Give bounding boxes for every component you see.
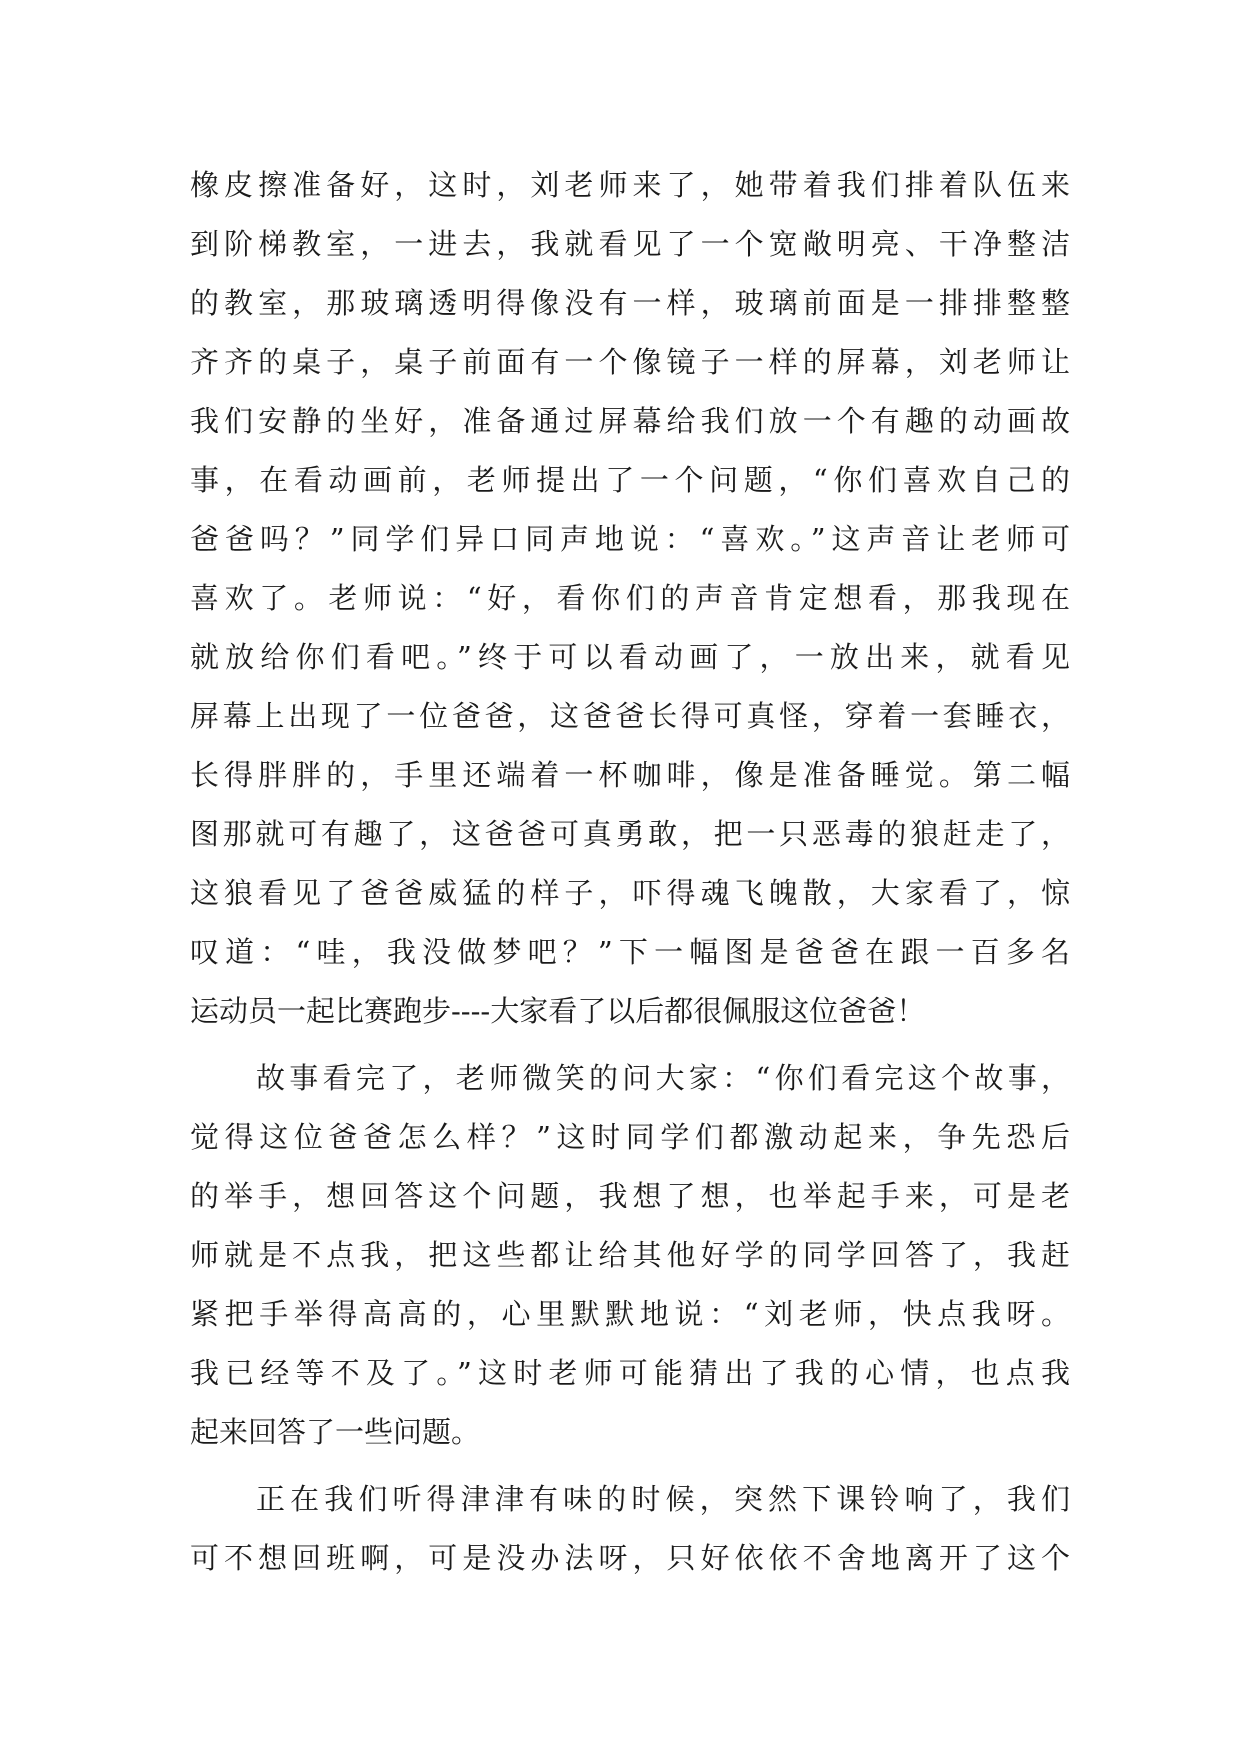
text-line: 觉得这位爸爸怎么样？”这时同学们都激动起来，争先恐后 bbox=[190, 1120, 1070, 1154]
text-line: 运动员一起比赛跑步----大家看了以后都很佩服这位爸爸！ bbox=[190, 994, 926, 1028]
text-line: 齐齐的桌子，桌子前面有一个像镜子一样的屏幕，刘老师让 bbox=[190, 345, 1070, 379]
text-line: 我已经等不及了。”这时老师可能猜出了我的心情，也点我 bbox=[190, 1356, 1070, 1390]
text-line: 爸爸吗？”同学们异口同声地说：“喜欢。”这声音让老师可 bbox=[190, 522, 1070, 556]
text-line: 长得胖胖的，手里还端着一杯咖啡，像是准备睡觉。第二幅 bbox=[190, 758, 1070, 792]
text-line: 就放给你们看吧。”终于可以看动画了，一放出来，就看见 bbox=[190, 640, 1070, 674]
text-line: 起来回答了一些问题。 bbox=[190, 1415, 481, 1449]
text-line: 到阶梯教室，一进去，我就看见了一个宽敞明亮、干净整洁 bbox=[190, 227, 1070, 261]
text-line: 橡皮擦准备好，这时，刘老师来了，她带着我们排着队伍来 bbox=[190, 168, 1070, 202]
paragraph-gap bbox=[190, 1462, 1070, 1470]
paragraph-3 bbox=[190, 1470, 1070, 1588]
text-line: 紧把手举得高高的，心里默默地说：“刘老师，快点我呀。 bbox=[190, 1297, 1070, 1331]
text-line: 喜欢了。老师说：“好，看你们的声音肯定想看，那我现在 bbox=[190, 581, 1070, 615]
body-text bbox=[190, 156, 1070, 1588]
text-line: 可不想回班啊，可是没办法呀，只好依依不舍地离开了这个 bbox=[190, 1541, 1070, 1575]
text-line: 叹道：“哇，我没做梦吧？”下一幅图是爸爸在跟一百多名 bbox=[190, 935, 1070, 969]
text-line: 正在我们听得津津有味的时候，突然下课铃响了，我们 bbox=[256, 1482, 1070, 1516]
text-line: 屏幕上出现了一位爸爸，这爸爸长得可真怪，穿着一套睡衣， bbox=[190, 699, 1070, 733]
paragraph-gap bbox=[190, 1041, 1070, 1049]
text-line: 的举手，想回答这个问题，我想了想，也举起手来，可是老 bbox=[190, 1179, 1070, 1213]
text-line: 师就是不点我，把这些都让给其他好学的同学回答了，我赶 bbox=[190, 1238, 1070, 1272]
paragraph-1 bbox=[190, 156, 1070, 1041]
text-line: 事，在看动画前，老师提出了一个问题，“你们喜欢自己的 bbox=[190, 463, 1070, 497]
text-line: 图那就可有趣了，这爸爸可真勇敢，把一只恶毒的狼赶走了， bbox=[190, 817, 1070, 851]
text-line: 我们安静的坐好，准备通过屏幕给我们放一个有趣的动画故 bbox=[190, 404, 1070, 438]
text-line: 故事看完了，老师微笑的问大家：“你们看完这个故事， bbox=[256, 1061, 1070, 1095]
paragraph-2 bbox=[190, 1049, 1070, 1462]
text-line: 这狼看见了爸爸威猛的样子，吓得魂飞魄散，大家看了，惊 bbox=[190, 876, 1070, 910]
text-line: 的教室，那玻璃透明得像没有一样，玻璃前面是一排排整整 bbox=[190, 286, 1070, 320]
